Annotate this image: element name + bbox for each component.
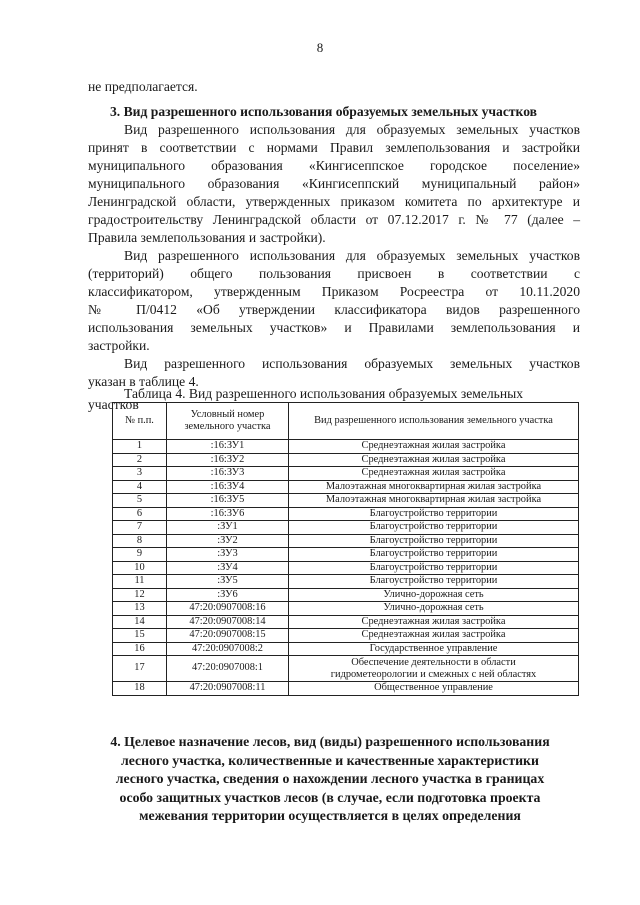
cell-plot: 47:20:0907008:16 bbox=[167, 602, 289, 616]
para1-line: муниципального образования «Кингисеппское городское поселение» bbox=[88, 158, 580, 173]
cell-use: Благоустройство территории bbox=[289, 548, 579, 562]
cell-num: 17 bbox=[113, 656, 167, 682]
para3-line: Вид разрешенного использования образуемых земельных участков bbox=[124, 356, 580, 371]
cell-num: 15 bbox=[113, 629, 167, 643]
header-plot-number: Условный номер земельного участка bbox=[167, 403, 289, 440]
section-3-heading: 3. Вид разрешенного использования образуемых земельных участков bbox=[110, 104, 537, 119]
cell-plot: :ЗУ5 bbox=[167, 575, 289, 589]
table-row bbox=[113, 682, 579, 696]
cell-use: Малоэтажная многоквартирная жилая застройка bbox=[289, 480, 579, 494]
table-caption: Таблица 4. Вид разрешенного использования образуемых земельных bbox=[124, 386, 524, 401]
para1-line: муниципального образования «Кингисеппский муниципальный район» bbox=[88, 176, 580, 191]
cell-use: Среднеэтажная жилая застройка bbox=[289, 629, 579, 643]
para1-line: Вид разрешенного использования для образуемых земельных участков bbox=[124, 122, 580, 137]
cell-plot: :16:ЗУ6 bbox=[167, 507, 289, 521]
cell-use: Среднеэтажная жилая застройка bbox=[289, 453, 579, 467]
cell-num: 16 bbox=[113, 642, 167, 656]
section-4-heading-line: лесного участка, количественные и качественные характеристики bbox=[121, 752, 539, 768]
para1-line: градостроительству Ленинградской области от 07.12.2017 г. № 77 (далее – bbox=[88, 212, 580, 227]
cell-plot: :16:ЗУ4 bbox=[167, 480, 289, 494]
cell-num: 2 bbox=[113, 453, 167, 467]
cell-use: Улично-дорожная сеть bbox=[289, 588, 579, 602]
cell-use: Государственное управление bbox=[289, 642, 579, 656]
section-4-heading-line: лесного участка, сведения о нахождении лесного участка в границах bbox=[115, 771, 545, 787]
para2-line: застройки. bbox=[88, 338, 150, 353]
cell-num: 11 bbox=[113, 575, 167, 589]
para2-line: использования земельных участков» и Правилами землепользования и bbox=[88, 320, 580, 335]
table-row bbox=[113, 561, 579, 575]
cell-num: 12 bbox=[113, 588, 167, 602]
cell-plot: 47:20:0907008:15 bbox=[167, 629, 289, 643]
cell-use: Благоустройство территории bbox=[289, 534, 579, 548]
cell-num: 18 bbox=[113, 682, 167, 696]
cell-use: Благоустройство территории bbox=[289, 507, 579, 521]
cell-use: Обеспечение деятельности в области гидрометеорологии и смежных с ней областях bbox=[289, 656, 579, 682]
para3-line: указан в таблице 4. bbox=[88, 374, 199, 389]
cell-num: 10 bbox=[113, 561, 167, 575]
table-row bbox=[113, 629, 579, 643]
land-use-table bbox=[112, 402, 579, 696]
table-row bbox=[113, 453, 579, 467]
table-row bbox=[113, 548, 579, 562]
cell-num: 13 bbox=[113, 602, 167, 616]
cell-use: Среднеэтажная жилая застройка bbox=[289, 467, 579, 481]
table-row bbox=[113, 656, 579, 682]
cell-num: 4 bbox=[113, 480, 167, 494]
cell-num: 8 bbox=[113, 534, 167, 548]
cell-num: 7 bbox=[113, 521, 167, 535]
cell-plot: 47:20:0907008:11 bbox=[167, 682, 289, 696]
cell-use: Благоустройство территории bbox=[289, 561, 579, 575]
cell-use: Малоэтажная многоквартирная жилая застройка bbox=[289, 494, 579, 508]
table-row bbox=[113, 642, 579, 656]
table-row bbox=[113, 507, 579, 521]
table-row bbox=[113, 602, 579, 616]
cell-plot: 47:20:0907008:1 bbox=[167, 656, 289, 682]
cell-plot: :16:ЗУ3 bbox=[167, 467, 289, 481]
section-4-heading bbox=[100, 733, 560, 826]
para1-line: Правила землепользования и застройки). bbox=[88, 230, 326, 245]
cell-plot: :16:ЗУ5 bbox=[167, 494, 289, 508]
para1-line: Ленинградской области, утвержденных приказом комитета по архитектуре и bbox=[88, 194, 580, 209]
cell-plot: :ЗУ4 bbox=[167, 561, 289, 575]
table-row bbox=[113, 440, 579, 454]
table-row bbox=[113, 494, 579, 508]
header-num: № п.п. bbox=[113, 403, 167, 440]
section-4-heading-line: особо защитных участков лесов (в случае, если подготовка проекта bbox=[119, 789, 541, 805]
table-row bbox=[113, 521, 579, 535]
para2-line: Вид разрешенного использования для образуемых земельных участков bbox=[124, 248, 580, 263]
cell-plot: :16:ЗУ1 bbox=[167, 440, 289, 454]
intro-line: не предполагается. bbox=[88, 79, 198, 94]
section-4-heading-line: межевания территории осуществляется в целях определения bbox=[139, 808, 521, 824]
table-row bbox=[113, 575, 579, 589]
para2-line: (территорий) общего пользования присвоен в соответствии с bbox=[88, 266, 580, 281]
table-row bbox=[113, 480, 579, 494]
cell-num: 14 bbox=[113, 615, 167, 629]
cell-use: Благоустройство территории bbox=[289, 521, 579, 535]
cell-use: Среднеэтажная жилая застройка bbox=[289, 440, 579, 454]
table-row bbox=[113, 615, 579, 629]
para2-line: № П/0412 «Об утверждении классификатора видов разрешенного bbox=[88, 302, 580, 317]
cell-num: 1 bbox=[113, 440, 167, 454]
table-row bbox=[113, 467, 579, 481]
page-number: 8 bbox=[316, 40, 324, 55]
cell-plot: :ЗУ1 bbox=[167, 521, 289, 535]
header-use-type: Вид разрешенного использования земельного участка bbox=[289, 403, 579, 440]
table-header-row bbox=[113, 403, 579, 440]
cell-num: 6 bbox=[113, 507, 167, 521]
cell-plot: :16:ЗУ2 bbox=[167, 453, 289, 467]
cell-plot: :ЗУ2 bbox=[167, 534, 289, 548]
section-4-heading-line: 4. Целевое назначение лесов, вид (виды) разрешенного использования bbox=[110, 734, 550, 749]
cell-num: 5 bbox=[113, 494, 167, 508]
table-caption-cont: участков bbox=[88, 397, 139, 412]
cell-plot: 47:20:0907008:2 bbox=[167, 642, 289, 656]
cell-plot: 47:20:0907008:14 bbox=[167, 615, 289, 629]
para1-line: принят в соответствии с нормами Правил землепользования и застройки bbox=[88, 140, 580, 155]
para2-line: классификатором, утвержденным Приказом Росреестра от 10.11.2020 bbox=[88, 284, 580, 299]
cell-num: 9 bbox=[113, 548, 167, 562]
table-row bbox=[113, 588, 579, 602]
cell-plot: :ЗУ3 bbox=[167, 548, 289, 562]
cell-use: Благоустройство территории bbox=[289, 575, 579, 589]
table-row bbox=[113, 534, 579, 548]
cell-num: 3 bbox=[113, 467, 167, 481]
cell-use: Общественное управление bbox=[289, 682, 579, 696]
cell-use: Улично-дорожная сеть bbox=[289, 602, 579, 616]
cell-use: Среднеэтажная жилая застройка bbox=[289, 615, 579, 629]
cell-plot: :ЗУ6 bbox=[167, 588, 289, 602]
